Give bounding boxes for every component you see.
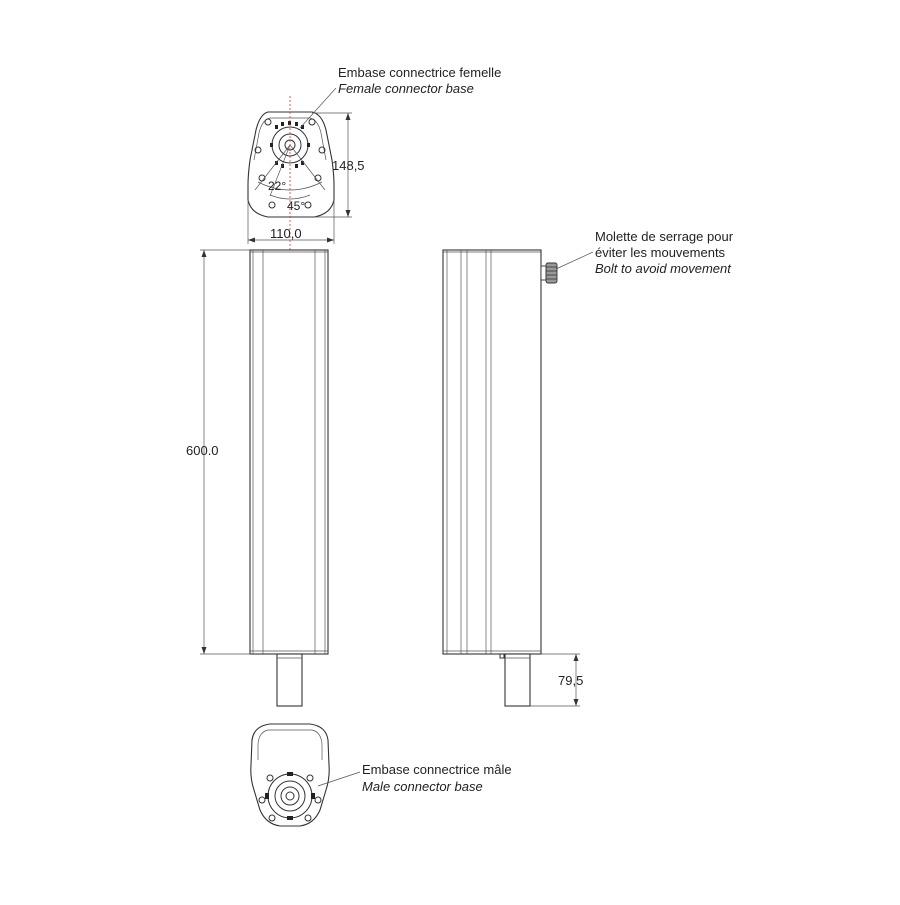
male-label-en: Male connector base <box>362 779 483 794</box>
female-label-fr: Embase connectrice femelle <box>338 65 502 80</box>
width-dimension-label: 110,0 <box>270 226 302 241</box>
bolt-label-fr-line2: éviter les mouvements <box>595 245 726 260</box>
pole-dimension-label: 79,5 <box>558 673 584 688</box>
bolt-label-fr-line1: Molette de serrage pour <box>595 229 734 244</box>
column-front-view <box>250 250 328 706</box>
depth-dimension-label: 148,5 <box>332 158 365 173</box>
angle-45-label: 45° <box>287 199 306 213</box>
column-side-view <box>443 250 557 706</box>
height-dimension-label: 600.0 <box>186 443 219 458</box>
angle-22-label: 22° <box>268 179 287 193</box>
female-label-en: Female connector base <box>338 81 474 96</box>
tightening-bolt <box>541 263 557 283</box>
male-label-fr: Embase connectrice mâle <box>362 762 512 777</box>
male-connector-bottom-view <box>251 724 329 826</box>
bolt-label-en: Bolt to avoid movement <box>595 261 731 276</box>
bolt-label-leader <box>556 252 593 269</box>
